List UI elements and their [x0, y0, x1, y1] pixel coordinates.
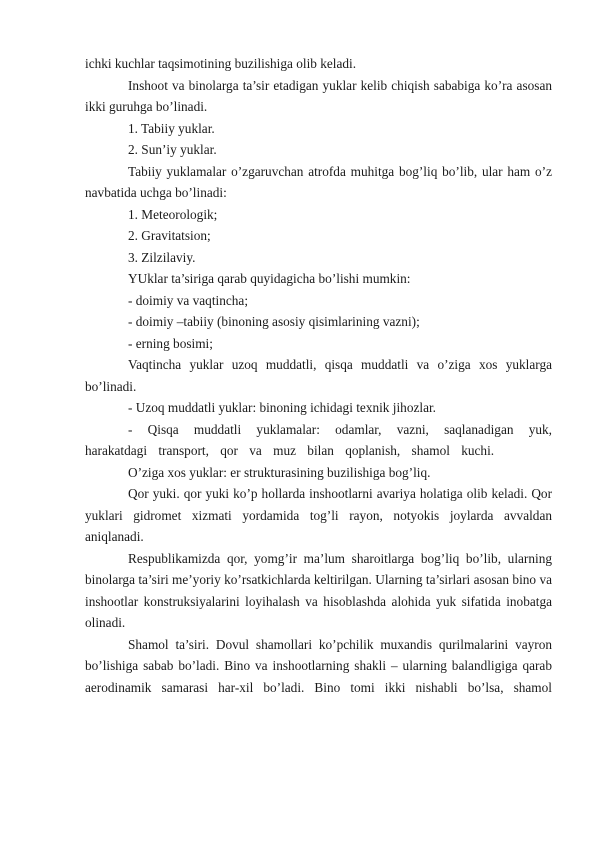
list-item: - erning bosimi; [128, 335, 213, 351]
paragraph: YUklar ta’siriga qarab quyidagicha bo’lishi mumkin: [128, 271, 411, 286]
list-item: 2. Gravitatsion; [128, 228, 211, 243]
list-item: 3. Zilzilaviy. [128, 249, 196, 265]
list-item: - Uzoq muddatli yuklar: binoning ichidagi texnik jihozlar. [128, 400, 436, 415]
paragraph: ichki kuchlar taqsimotining buzilishiga olib keladi. [85, 56, 357, 71]
list-item: 2. Sun’iy yuklar. [128, 142, 217, 157]
paragraph: Respublikamizda qor, yomg’ir ma’lum sharoitlarga bog’liq bo’lib, ularning binolarga ta’siri me’yoriy ko’rsatkichlarda keltirilgan. Ularning ta’sirlari asosan bino va inshootlar konstruksiyalarini loyihalash va hisoblashda alohida yuk sifatida inobatga olinadi. [85, 550, 552, 630]
list-item: - doimiy va vaqtincha; [128, 292, 249, 308]
list-item: 1. Meteorologik; [128, 206, 218, 222]
paragraph: Tabiiy yuklamalar o’zgaruvchan atrofda muhitga bog’liq bo’lib, ular ham o’z navbatida uchga bo’linadi: [85, 163, 552, 200]
paragraph: O’ziga xos yuklar: er strukturasining buzilishiga bog’liq. [128, 464, 431, 480]
document-body [85, 53, 552, 698]
list-item: 1. Tabiiy yuklar. [128, 120, 215, 136]
list-item: - doimiy –tabiiy (binoning asosiy qisimlarining vazni); [128, 314, 420, 329]
list-item: - Qisqa muddatli yuklamalar: odamlar, vazni, saqlanadigan yuk, harakatdagi transport, qor va muz bilan qoplanish, shamol kuchi. [85, 421, 552, 458]
paragraph: Inshoot va binolarga ta’sir etadigan yuklar kelib chiqish sababiga ko’ra asosan ikki guruhga bo’linadi. [85, 77, 552, 114]
paragraph: Vaqtincha yuklar uzoq muddatli, qisqa muddatli va o’ziga xos yuklarga bo’linadi. [85, 357, 552, 394]
paragraph: Shamol ta’siri. Dovul shamollari ko’pchilik muxandis qurilmalarini vayron bo’lishiga sabab bo’ladi. Bino va inshootlarning shakli – ularning balandligiga qarab aerodinamik samarasi har-xil bo’ladi. Bino tomi ikki nishabli bo’lsa, shamol [85, 636, 552, 695]
paragraph: Qor yuki. qor yuki ko’p hollarda inshootlarni avariya holatiga olib keladi. Qor yuklari gidromet xizmati yordamida tog’li rayon, notyokis joylarda avvaldan aniqlanadi. [85, 486, 552, 544]
